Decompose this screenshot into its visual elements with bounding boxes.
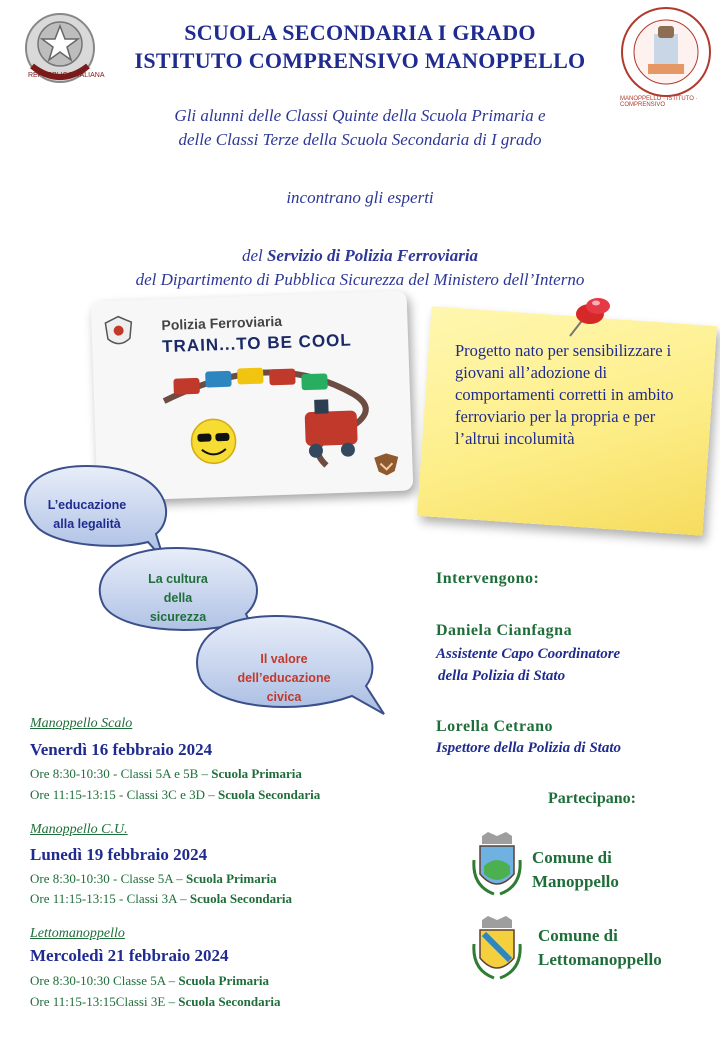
school-logo-caption: MANOPPELLO · ISTITUTO · COMPRENSIVO (620, 96, 698, 108)
speaker-2-name: Lorella Cetrano (436, 718, 553, 735)
police-shield-icon (103, 314, 134, 349)
speaker-2-role: Ispettore della Polizia di Stato (436, 740, 622, 756)
emblem-caption: REPUBBLICA ITALIANA (28, 72, 105, 79)
intro-prefix: del (241, 246, 267, 265)
intro-line-5: del Dipartimento di Pubblica Sicurezza del Ministero dell’Interno (135, 270, 585, 289)
schedule-3-place: Lettomanoppello (30, 926, 125, 941)
partner-2-name: Comune di Lettomanoppello (538, 926, 662, 969)
intro-line-2: delle Classi Terze della Scuola Secondaria di I grado (178, 130, 542, 149)
schedule-2-place: Manoppello C.U. (30, 822, 128, 837)
schedule-3-row-2: Ore 11:15-13:15Classi 3E – Scuola Secondaria (30, 994, 281, 1009)
schedule-1-row-1: Ore 8:30-10:30 - Classi 5A e 5B – Scuola Primaria (30, 766, 302, 781)
speaker-1-name: Daniela Cianfagna (436, 622, 573, 639)
schedule-3-row-1: Ore 8:30-10:30 Classe 5A – Scuola Primaria (30, 973, 270, 988)
intro-line-4 (0, 246, 720, 266)
manoppello-coat-of-arms (472, 830, 522, 898)
schedule-3-date: Mercoledì 21 febbraio 2024 (30, 946, 229, 965)
project-description: Progetto nato per sensibilizzare i giovani all’adozione di comportamenti corretti in ambito ferroviario per la propria e per l’altrui incolumità (455, 341, 674, 448)
pushpin-icon (556, 292, 614, 342)
partners-heading: Partecipano: (548, 790, 636, 807)
bubble-2-text: La cultura della sicurezza (148, 572, 208, 624)
schedule-1-place: Manoppello Scalo (30, 716, 133, 731)
card-title: Polizia Ferroviaria (161, 312, 283, 334)
speakers-heading: Intervengono: (436, 570, 540, 587)
card-subtitle: TRAIN...TO BE COOL (161, 330, 353, 357)
schedule-1-date: Venerdì 16 febbraio 2024 (30, 740, 213, 759)
partner-1-name: Comune di Manoppello (532, 848, 619, 891)
intro-line-3: incontrano gli esperti (286, 188, 434, 207)
lettomanoppello-coat-of-arms (472, 914, 522, 982)
institute-title: ISTITUTO COMPRENSIVO MANOPPELLO (134, 48, 586, 73)
intro-line-1: Gli alunni delle Classi Quinte della Scuola Primaria e (174, 106, 546, 125)
schedule-2-date: Lunedì 19 febbraio 2024 (30, 845, 208, 864)
bubble-1-text: L’educazione alla legalità (47, 498, 127, 531)
service-name: Servizio di Polizia Ferroviaria (266, 246, 479, 265)
speaker-1-role: Assistente Capo Coordinatore (436, 646, 621, 662)
schedule-1-row-2: Ore 11:15-13:15 - Classi 3C e 3D – Scuola Secondaria (30, 787, 321, 802)
speaker-1-role-2: della Polizia di Stato (438, 668, 566, 684)
schedule-2-row-2: Ore 11:15-13:15 - Classi 3A – Scuola Secondaria (30, 891, 293, 906)
school-title: SCUOLA SECONDARIA I GRADO (184, 20, 536, 45)
bubble-3-text: Il valore dell’educazione civica (237, 652, 331, 704)
schedule-2-row-1: Ore 8:30-10:30 - Classe 5A – Scuola Primaria (30, 871, 277, 886)
